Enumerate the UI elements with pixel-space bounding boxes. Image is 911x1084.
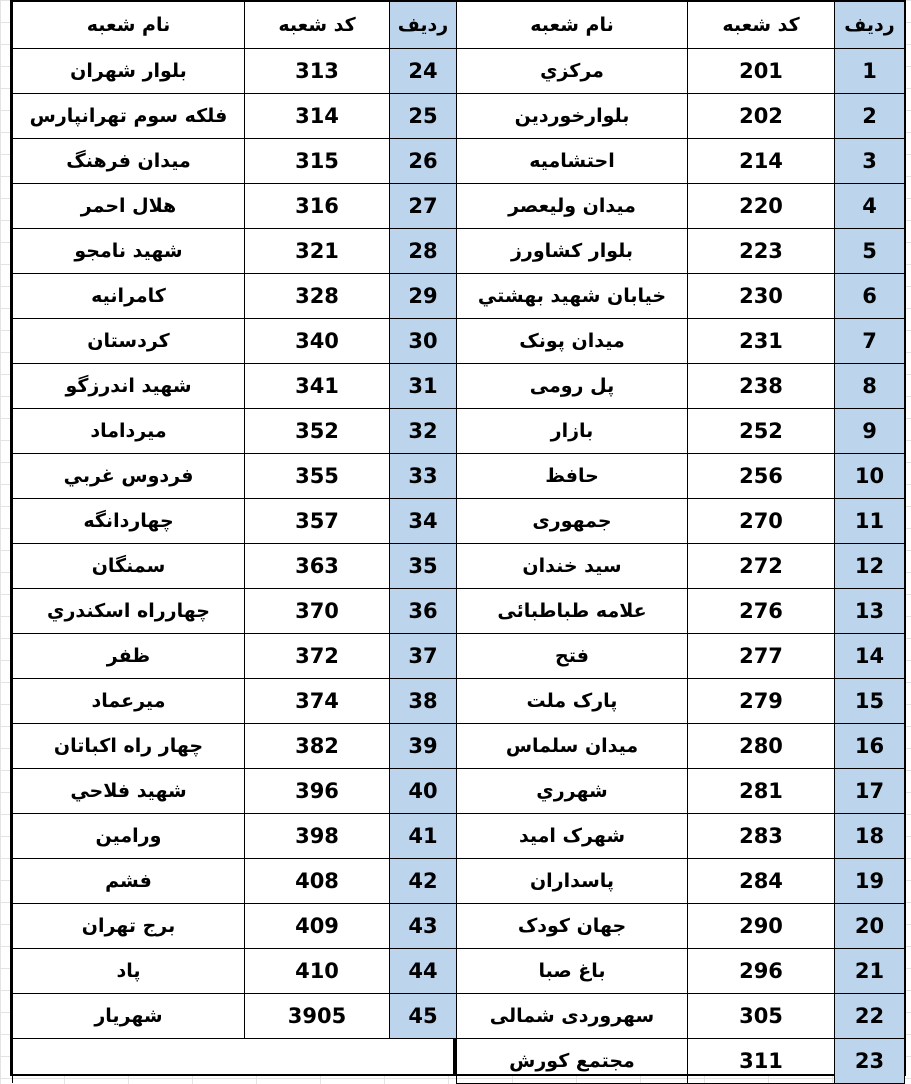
- branch-name-cell: ميدان فرهنگ: [13, 139, 245, 184]
- table-row: [13, 139, 457, 184]
- branch-code-cell: 281: [688, 769, 835, 814]
- row-number-cell: 11: [835, 499, 905, 544]
- branch-code-cell: 305: [688, 994, 835, 1039]
- branch-code-cell: 363: [245, 544, 390, 589]
- table-header-row: [13, 2, 457, 49]
- row-number-cell: 35: [390, 544, 457, 589]
- branch-name-cell: شهرري: [457, 769, 688, 814]
- table-row: [13, 364, 457, 409]
- left-table-body: [13, 49, 457, 1084]
- left-table-section: [12, 1, 456, 1074]
- branch-code-cell: 277: [688, 634, 835, 679]
- table-row: [13, 994, 457, 1039]
- table-header-row: [457, 2, 905, 49]
- row-number-cell: 25: [390, 94, 457, 139]
- branch-code-cell: 374: [245, 679, 390, 724]
- branch-code-cell: 315: [245, 139, 390, 184]
- branch-code-cell: 284: [688, 859, 835, 904]
- branch-code-cell: 321: [245, 229, 390, 274]
- row-number-cell: 7: [835, 319, 905, 364]
- table-row: [457, 274, 905, 319]
- row-number-cell: 45: [390, 994, 457, 1039]
- row-number-cell: 12: [835, 544, 905, 589]
- branch-name-cell: چهار راه اکباتان: [13, 724, 245, 769]
- row-number-cell: 31: [390, 364, 457, 409]
- row-number-cell: 10: [835, 454, 905, 499]
- branch-code-cell: 410: [245, 949, 390, 994]
- table-row: [13, 724, 457, 769]
- header-code: کد شعبه: [245, 2, 390, 49]
- empty-row: [13, 1039, 457, 1084]
- branch-code-cell: 270: [688, 499, 835, 544]
- branch-code-cell: 231: [688, 319, 835, 364]
- branch-name-cell: باغ صبا: [457, 949, 688, 994]
- branch-name-cell: فشم: [13, 859, 245, 904]
- empty-cell: [13, 1039, 457, 1084]
- table-row: [457, 634, 905, 679]
- branch-code-cell: 220: [688, 184, 835, 229]
- row-number-cell: 3: [835, 139, 905, 184]
- table-row: [13, 859, 457, 904]
- branch-name-cell: فتح: [457, 634, 688, 679]
- branch-code-cell: 272: [688, 544, 835, 589]
- branch-name-cell: بلوار شهران: [13, 49, 245, 94]
- table-row: [13, 319, 457, 364]
- row-number-cell: 13: [835, 589, 905, 634]
- row-number-cell: 23: [835, 1039, 905, 1084]
- branch-code-cell: 314: [245, 94, 390, 139]
- row-number-cell: 30: [390, 319, 457, 364]
- row-number-cell: 32: [390, 409, 457, 454]
- row-number-cell: 18: [835, 814, 905, 859]
- header-name: نام شعبه: [457, 2, 688, 49]
- table-row: [13, 184, 457, 229]
- header-name: نام شعبه: [13, 2, 245, 49]
- table-row: [13, 499, 457, 544]
- table-row: [457, 49, 905, 94]
- branch-code-cell: 311: [688, 1039, 835, 1084]
- branch-code-cell: 279: [688, 679, 835, 724]
- table-row: [457, 229, 905, 274]
- branch-name-cell: شهرک امید: [457, 814, 688, 859]
- table-row: [13, 409, 457, 454]
- branch-name-cell: بلوارخوردين: [457, 94, 688, 139]
- row-number-cell: 5: [835, 229, 905, 274]
- branch-name-cell: ميرعماد: [13, 679, 245, 724]
- row-number-cell: 15: [835, 679, 905, 724]
- branch-name-cell: ميدان سلماس: [457, 724, 688, 769]
- table-row: [13, 49, 457, 94]
- branch-code-cell: 328: [245, 274, 390, 319]
- row-number-cell: 24: [390, 49, 457, 94]
- branch-sheet: [10, 0, 906, 1076]
- table-row: [457, 319, 905, 364]
- branch-name-cell: جمهوری: [457, 499, 688, 544]
- branch-name-cell: بازار: [457, 409, 688, 454]
- row-number-cell: 14: [835, 634, 905, 679]
- table-row: [13, 634, 457, 679]
- row-number-cell: 41: [390, 814, 457, 859]
- table-row: [457, 859, 905, 904]
- branch-name-cell: حافظ: [457, 454, 688, 499]
- branch-name-cell: ورامين: [13, 814, 245, 859]
- row-number-cell: 1: [835, 49, 905, 94]
- branch-name-cell: کردستان: [13, 319, 245, 364]
- branch-name-cell: سيد خندان: [457, 544, 688, 589]
- row-number-cell: 6: [835, 274, 905, 319]
- branch-name-cell: پارک ملت: [457, 679, 688, 724]
- table-row: [457, 184, 905, 229]
- branch-name-cell: پاد: [13, 949, 245, 994]
- table-row: [13, 94, 457, 139]
- right-table-body: [457, 49, 905, 1084]
- table-row: [457, 814, 905, 859]
- table-row: [457, 949, 905, 994]
- table-row: [457, 769, 905, 814]
- table-row: [457, 679, 905, 724]
- branch-table-left: [12, 1, 457, 1083]
- table-row: [13, 769, 457, 814]
- table-row: [457, 454, 905, 499]
- branch-name-cell: مرکزي: [457, 49, 688, 94]
- row-number-cell: 37: [390, 634, 457, 679]
- row-number-cell: 44: [390, 949, 457, 994]
- row-number-cell: 20: [835, 904, 905, 949]
- branch-name-cell: سهروردی شمالی: [457, 994, 688, 1039]
- branch-code-cell: 276: [688, 589, 835, 634]
- row-number-cell: 40: [390, 769, 457, 814]
- table-row: [457, 1039, 905, 1084]
- row-number-cell: 9: [835, 409, 905, 454]
- table-row: [13, 589, 457, 634]
- branch-name-cell: احتشاميه: [457, 139, 688, 184]
- branch-name-cell: پل رومی: [457, 364, 688, 409]
- branch-name-cell: برج تهران: [13, 904, 245, 949]
- table-row: [457, 409, 905, 454]
- branch-name-cell: چهاردانگه: [13, 499, 245, 544]
- row-number-cell: 29: [390, 274, 457, 319]
- table-row: [457, 544, 905, 589]
- branch-name-cell: ميدان وليعصر: [457, 184, 688, 229]
- branch-code-cell: 396: [245, 769, 390, 814]
- branch-name-cell: چهارراه اسکندري: [13, 589, 245, 634]
- branch-name-cell: شهيد اندرزگو: [13, 364, 245, 409]
- branch-name-cell: ميدان پونک: [457, 319, 688, 364]
- table-row: [457, 499, 905, 544]
- row-number-cell: 21: [835, 949, 905, 994]
- table-row: [457, 589, 905, 634]
- table-row: [457, 139, 905, 184]
- table-row: [13, 904, 457, 949]
- branch-code-cell: 283: [688, 814, 835, 859]
- table-row: [457, 724, 905, 769]
- branch-code-cell: 382: [245, 724, 390, 769]
- branch-code-cell: 340: [245, 319, 390, 364]
- branch-code-cell: 290: [688, 904, 835, 949]
- branch-code-cell: 316: [245, 184, 390, 229]
- table-row: [457, 904, 905, 949]
- branch-name-cell: علامه طباطبائی: [457, 589, 688, 634]
- branch-code-cell: 214: [688, 139, 835, 184]
- branch-code-cell: 256: [688, 454, 835, 499]
- branch-code-cell: 238: [688, 364, 835, 409]
- row-number-cell: 34: [390, 499, 457, 544]
- branch-name-cell: فلکه سوم تهرانپارس: [13, 94, 245, 139]
- header-code: کد شعبه: [688, 2, 835, 49]
- branch-code-cell: 398: [245, 814, 390, 859]
- branch-code-cell: 372: [245, 634, 390, 679]
- branch-name-cell: شهيد فلاحي: [13, 769, 245, 814]
- branch-code-cell: 352: [245, 409, 390, 454]
- branch-name-cell: خيابان شهيد بهشتي: [457, 274, 688, 319]
- branch-code-cell: 202: [688, 94, 835, 139]
- table-row: [13, 229, 457, 274]
- branch-code-cell: 357: [245, 499, 390, 544]
- branch-name-cell: بلوار کشاورز: [457, 229, 688, 274]
- row-number-cell: 2: [835, 94, 905, 139]
- branch-code-cell: 409: [245, 904, 390, 949]
- branch-name-cell: مجتمع کورش: [457, 1039, 688, 1084]
- row-number-cell: 27: [390, 184, 457, 229]
- branch-code-cell: 230: [688, 274, 835, 319]
- table-row: [13, 274, 457, 319]
- branch-code-cell: 370: [245, 589, 390, 634]
- row-number-cell: 38: [390, 679, 457, 724]
- branch-name-cell: سمنگان: [13, 544, 245, 589]
- row-number-cell: 43: [390, 904, 457, 949]
- row-number-cell: 36: [390, 589, 457, 634]
- branch-name-cell: جهان کودک: [457, 904, 688, 949]
- table-row: [13, 544, 457, 589]
- row-number-cell: 17: [835, 769, 905, 814]
- row-number-cell: 39: [390, 724, 457, 769]
- row-number-cell: 19: [835, 859, 905, 904]
- row-number-cell: 26: [390, 139, 457, 184]
- row-number-cell: 22: [835, 994, 905, 1039]
- branch-code-cell: 223: [688, 229, 835, 274]
- row-number-cell: 28: [390, 229, 457, 274]
- branch-name-cell: ميرداماد: [13, 409, 245, 454]
- branch-table-right: [456, 1, 905, 1084]
- table-row: [457, 94, 905, 139]
- table-row: [13, 814, 457, 859]
- branch-name-cell: ظفر: [13, 634, 245, 679]
- branch-code-cell: 3905: [245, 994, 390, 1039]
- table-row: [457, 994, 905, 1039]
- header-row: ردیف: [835, 2, 905, 49]
- row-number-cell: 4: [835, 184, 905, 229]
- branch-code-cell: 280: [688, 724, 835, 769]
- branch-code-cell: 355: [245, 454, 390, 499]
- branch-name-cell: شهريار: [13, 994, 245, 1039]
- branch-code-cell: 341: [245, 364, 390, 409]
- header-row: ردیف: [390, 2, 457, 49]
- table-row: [13, 454, 457, 499]
- table-row: [13, 679, 457, 724]
- branch-code-cell: 313: [245, 49, 390, 94]
- branch-name-cell: فردوس غربي: [13, 454, 245, 499]
- branch-code-cell: 252: [688, 409, 835, 454]
- branch-name-cell: پاسداران: [457, 859, 688, 904]
- table-row: [457, 364, 905, 409]
- branch-code-cell: 408: [245, 859, 390, 904]
- right-table-section: [456, 1, 904, 1074]
- row-number-cell: 16: [835, 724, 905, 769]
- row-number-cell: 8: [835, 364, 905, 409]
- row-number-cell: 42: [390, 859, 457, 904]
- row-number-cell: 33: [390, 454, 457, 499]
- branch-name-cell: هلال احمر: [13, 184, 245, 229]
- branch-name-cell: شهيد نامجو: [13, 229, 245, 274]
- branch-name-cell: کامرانيه: [13, 274, 245, 319]
- branch-code-cell: 296: [688, 949, 835, 994]
- branch-code-cell: 201: [688, 49, 835, 94]
- table-row: [13, 949, 457, 994]
